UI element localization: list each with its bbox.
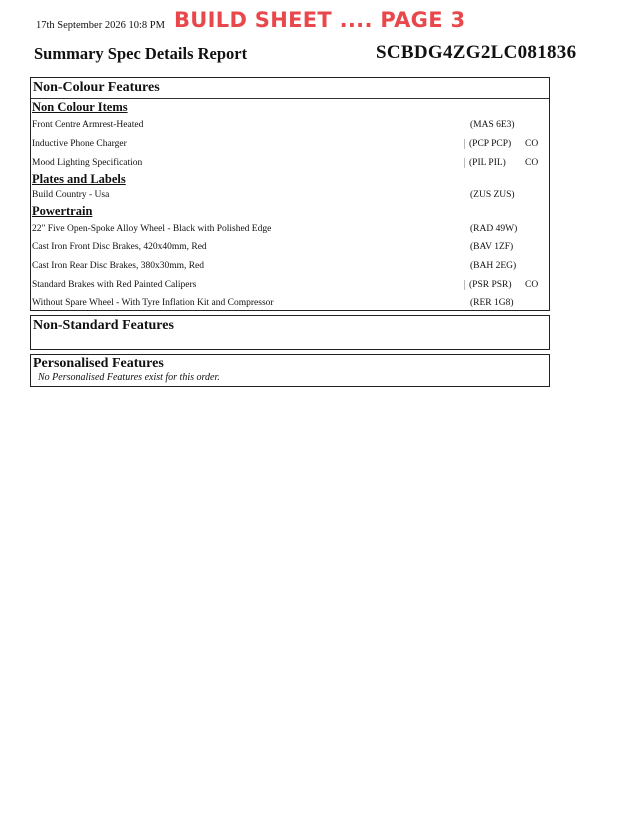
list-item — [31, 139, 549, 153]
item-description: Cast Iron Front Disc Brakes, 420x40mm, Red — [32, 242, 207, 252]
list-item — [31, 120, 549, 134]
item-suffix: CO — [525, 280, 539, 290]
list-item — [31, 261, 549, 275]
item-code: (BAH 2EG) — [470, 261, 517, 271]
item-code: (PCP PCP) — [464, 139, 511, 149]
list-item — [31, 224, 549, 238]
item-description: Without Spare Wheel - With Tyre Inflation Kit and Compressor — [32, 298, 274, 308]
vin-number: SCBDG4ZG2LC081836 — [376, 42, 577, 63]
item-description: Front Centre Armrest-Heated — [32, 120, 144, 130]
personalised-features-title: Personalised Features — [33, 356, 164, 371]
list-item — [31, 280, 549, 294]
non-standard-features-title: Non-Standard Features — [33, 318, 174, 333]
report-title: Summary Spec Details Report — [34, 44, 248, 63]
item-description: Build Country - Usa — [32, 190, 110, 200]
build-sheet-label: BUILD SHEET .... PAGE 3 — [174, 8, 466, 32]
personalised-features-box — [30, 354, 550, 387]
item-code: (BAV 1ZF) — [470, 242, 514, 252]
list-item — [31, 158, 549, 172]
list-item — [31, 298, 549, 312]
item-code: (ZUS ZUS) — [470, 190, 515, 200]
group-heading-plates-and-labels: Plates and Labels — [32, 172, 126, 186]
item-description: Inductive Phone Charger — [32, 139, 127, 149]
non-colour-features-title: Non-Colour Features — [33, 80, 160, 95]
print-timestamp: 17th September 2026 10:8 PM — [36, 20, 165, 31]
personalised-features-note: No Personalised Features exist for this order. — [38, 372, 220, 383]
item-code: (MAS 6E3) — [470, 120, 515, 130]
item-description: Standard Brakes with Red Painted Calipers — [32, 280, 197, 290]
item-code: (PSR PSR) — [464, 280, 512, 290]
item-description: Mood Lighting Specification — [32, 158, 143, 168]
non-colour-features-box — [30, 77, 550, 311]
item-suffix: CO — [525, 139, 539, 149]
list-item — [31, 242, 549, 256]
group-heading-powertrain: Powertrain — [32, 204, 93, 218]
item-suffix: CO — [525, 158, 539, 168]
list-item — [31, 190, 549, 204]
item-code: (PIL PIL) — [464, 158, 506, 168]
item-description: 22" Five Open-Spoke Alloy Wheel - Black with Polished Edge — [32, 224, 272, 234]
non-standard-features-box — [30, 315, 550, 350]
top-line — [36, 8, 576, 38]
item-code: (RAD 49W) — [470, 224, 518, 234]
group-heading-non-colour-items: Non Colour Items — [32, 100, 128, 114]
item-code: (RER 1G8) — [470, 298, 514, 308]
item-description: Cast Iron Rear Disc Brakes, 380x30mm, Red — [32, 261, 205, 271]
section-divider — [31, 98, 549, 99]
